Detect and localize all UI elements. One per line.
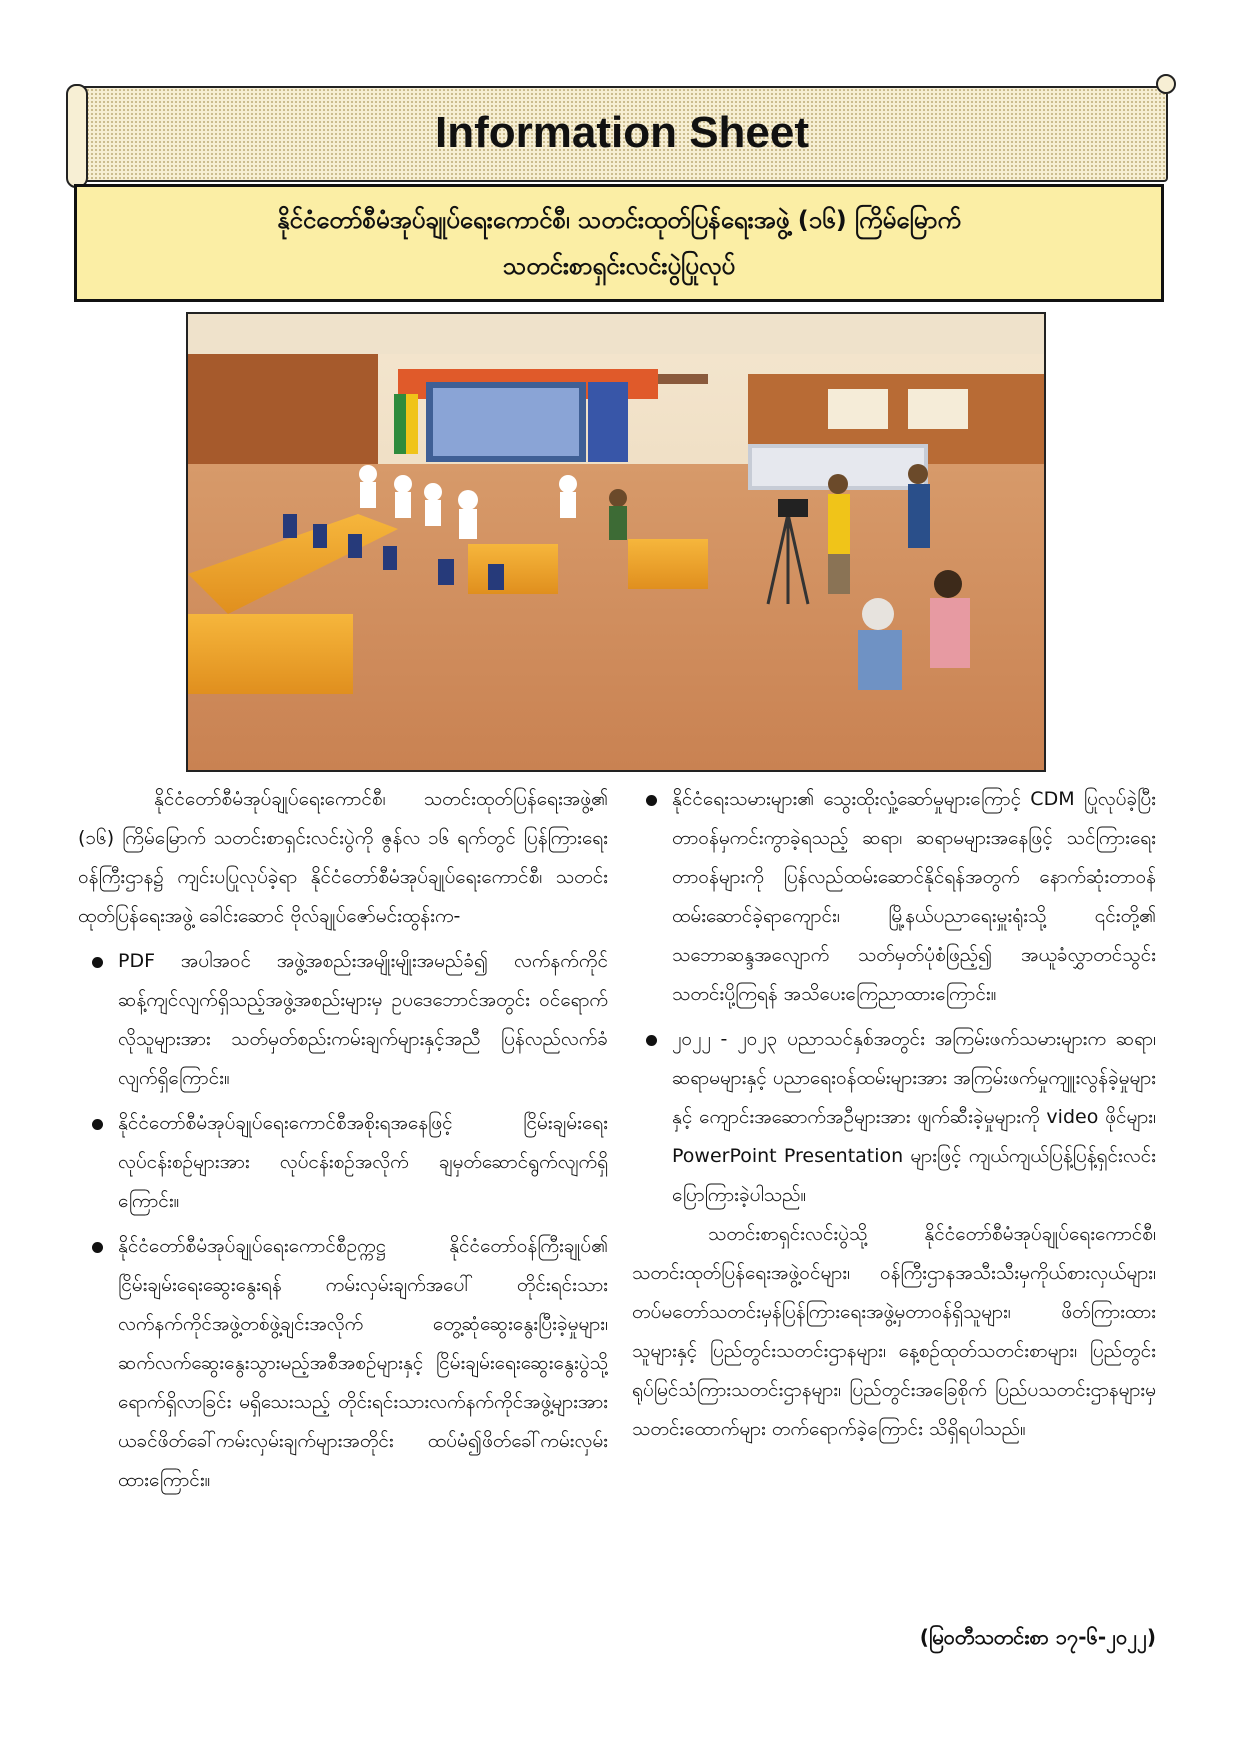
bullet-item: နိုင်ငံရေးသမားများ၏ သွေးထိုးလှုံ့ဆော်မှုများကြောင့် CDM ပြုလုပ်ခဲ့ပြီး တာဝန်မှကင်းကွာခဲ့ရသည့် ဆရာ၊ ဆရာမများအနေဖြင့် သင်ကြားရေးတာဝန်များကို ပြန်လည်ထမ်းဆောင်နိုင်ရန်အတွက် နောက်ဆုံးတာဝန်ထမ်းဆောင်ခဲ့ရာကျောင်း၊ မြို့နယ်ပညာရေးမှူးရုံးသို့ ၎င်းတို့၏ သဘောဆန္ဒအလျောက် သတ်မှတ်ပုံစံဖြည့်၍ အယူခံလွှာတင်သွင်းသတင်းပို့ကြရန် အသိပေးကြေညာထားကြောင်း။ (632, 780, 1156, 1014)
left-column (78, 780, 608, 1500)
press-conference-photo (186, 312, 1046, 772)
headline-line-1: နိုင်ငံတော်စီမံအုပ်ချုပ်ရေးကောင်စီ၊ သတင်းထုတ်ပြန်ရေးအဖွဲ့ (၁၆) ကြိမ်မြောက် (277, 206, 961, 234)
bullet-item: နိုင်ငံတော်စီမံအုပ်ချုပ်ရေးကောင်စီအစိုးရအနေဖြင့် ငြိမ်းချမ်းရေးလုပ်ငန်းစဉ်များအား လုပ်ငန်းစဉ်အလိုက် ချမှတ်ဆောင်ရွက်လျက်ရှိကြောင်း။ (78, 1104, 608, 1221)
photo-illustration (188, 314, 1044, 770)
intro-paragraph: နိုင်ငံတော်စီမံအုပ်ချုပ်ရေးကောင်စီ၊ သတင်းထုတ်ပြန်ရေးအဖွဲ့၏ (၁၆) ကြိမ်မြောက် သတင်းစာရှင်းလင်းပွဲကို ဇွန်လ ၁၆ ရက်တွင် ပြန်ကြားရေးဝန်ကြီးဌာန၌ ကျင်းပပြုလုပ်ခဲ့ရာ နိုင်ငံတော်စီမံအုပ်ချုပ်ရေးကောင်စီ၊ သတင်းထုတ်ပြန်ရေးအဖွဲ့ ခေါင်းဆောင် ဗိုလ်ချုပ်ဇော်မင်းထွန်းက- (78, 788, 608, 927)
right-column (632, 780, 1156, 1449)
title-banner (76, 86, 1168, 182)
closing-paragraph: သတင်းစာရှင်းလင်းပွဲသို့ နိုင်ငံတော်စီမံအုပ်ချုပ်ရေးကောင်စီ၊ သတင်းထုတ်ပြန်ရေးအဖွဲ့ဝင်များ၊ ဝန်ကြီးဌာနအသီးသီးမှကိုယ်စားလှယ်များ၊ တပ်မတော်သတင်းမှန်ပြန်ကြားရေးအဖွဲ့မှတာဝန်ရှိသူများ၊ ဖိတ်ကြားထားသူများနှင့် ပြည်တွင်းသတင်းဌာနများ၊ နေ့စဉ်ထုတ်သတင်းစာများ၊ ပြည်တွင်းရုပ်မြင်သံကြားသတင်းဌာနများ၊ ပြည်တွင်းအခြေစိုက် ပြည်ပသတင်းဌာနများမှ သတင်းထောက်များ တက်ရောက်ခဲ့ကြောင်း သိရှိရပါသည်။ (632, 1223, 1156, 1440)
page-title: Information Sheet (434, 108, 810, 157)
bullet-item: နိုင်ငံတော်စီမံအုပ်ချုပ်ရေးကောင်စီဥက္ကဋ္ဌ နိုင်ငံတော်ဝန်ကြီးချုပ်၏ ငြိမ်းချမ်းရေးဆွေးနွေးရန် ကမ်းလှမ်းချက်အပေါ် တိုင်းရင်းသားလက်နက်ကိုင်အဖွဲ့တစ်ဖွဲ့ချင်းအလိုက် တွေ့ဆုံဆွေးနွေးပြီးခဲ့မှုများ၊ ဆက်လက်ဆွေးနွေးသွားမည့်အစီအစဉ်များနှင့် ငြိမ်းချမ်းရေးဆွေးနွေးပွဲသို့ ရောက်ရှိလာခြင်း မရှိသေးသည့် တိုင်းရင်းသားလက်နက်ကိုင်အဖွဲ့များအား ယခင်ဖိတ်ခေါ်ကမ်းလှမ်းချက်များအတိုင်း ထပ်မံ၍ဖိတ်ခေါ်ကမ်းလှမ်းထားကြောင်း။ (78, 1227, 608, 1500)
bullet-item: PDF အပါအဝင် အဖွဲ့အစည်းအမျိုးမျိုးအမည်ခံ၍ လက်နက်ကိုင်ဆန့်ကျင်လျက်ရှိသည့်အဖွဲ့အစည်းများမှ ဥပဒေဘောင်အတွင်း ဝင်ရောက်လိုသူများအား သတ်မှတ်စည်းကမ်းချက်များနှင့်အညီ ပြန်လည်လက်ခံလျက်ရှိကြောင်း။ (78, 942, 608, 1098)
headline-box (74, 184, 1164, 302)
bullet-item: ၂၀၂၂ - ၂၀၂၃ ပညာသင်နှစ်အတွင်း အကြမ်းဖက်သမားများက ဆရာ၊ ဆရာမများနှင့် ပညာရေးဝန်ထမ်းများအား အကြမ်းဖက်မှုကျူးလွန်ခဲ့မှုများနှင့် ကျောင်းအဆောက်အဦများအား ဖျက်ဆီးခဲ့မှုများကို video ဖိုင်များ၊ PowerPoint Presentation များဖြင့် ကျယ်ကျယ်ပြန့်ပြန့်ရှင်းလင်းပြောကြားခဲ့ပါသည်။ (632, 1020, 1156, 1215)
source-citation: (မြဝတီသတင်းစာ ၁၇-၆-၂၀၂၂) (919, 1625, 1156, 1649)
headline-line-2: သတင်းစာရှင်းလင်းပွဲပြုလုပ် (502, 252, 736, 280)
scroll-curl-right (1156, 74, 1176, 94)
